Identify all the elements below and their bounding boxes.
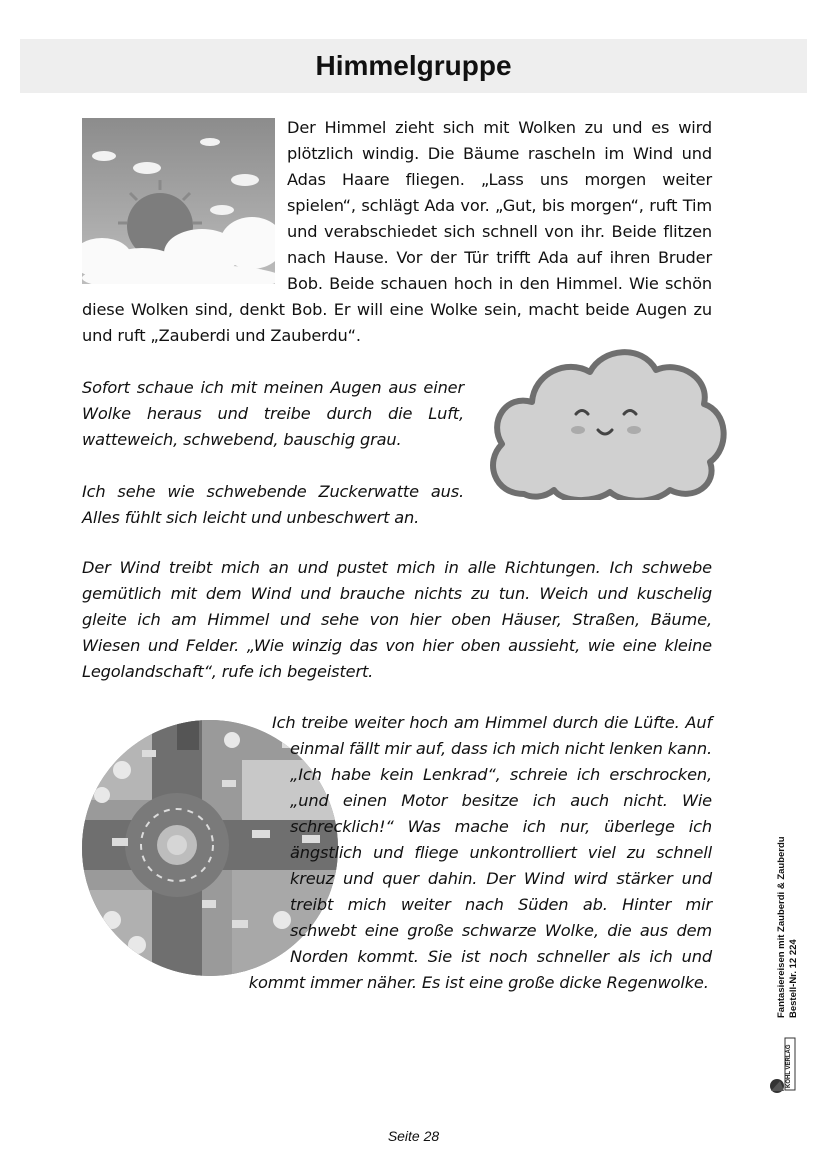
cloud-paragraph-1: Sofort schaue ich mit meinen Augen aus einer Wolke heraus und treibe durch die Luft, watteweich, schwebend, bauschig grau. bbox=[82, 378, 464, 449]
page-number: Seite 28 bbox=[387, 1128, 440, 1144]
publisher-sidebar bbox=[776, 828, 804, 1018]
title-bar bbox=[20, 39, 807, 93]
publisher-name: KOHL VERLAG bbox=[786, 1044, 792, 1088]
smiling-cloud-image bbox=[484, 344, 728, 500]
kohl-verlag-logo bbox=[768, 1036, 796, 1094]
cloud-paragraph-2: Ich sehe wie schwebende Zuckerwatte aus. Alles fühlt sich leicht und unbeschwert an. bbox=[82, 482, 464, 527]
page-title: Himmelgruppe bbox=[315, 50, 512, 81]
order-number-vertical: Bestell-Nr. 12 224 bbox=[788, 939, 799, 1018]
intro-paragraph: Der Himmel zieht sich mit Wolken zu und es wird plötzlich windig. Die Bäume rascheln im Wind und Adas Haare fliegen. „Lass uns morgen weiter spielen“, schlägt Ada vor. „Gut, bis morgen“, ruft Tim und verabschiedet sich schnell von ihr. Beide flitzen nach Hause. Vor der Tür trifft Ada auf ihren Bruder Bob. Beide schauen hoch in den Himmel. Wie schön diese Wolken sind, denkt Bob. Er will eine Wolke sein, macht beide Augen zu und ruft „Zauberdi und Zauberdu“. bbox=[82, 118, 712, 345]
book-title-vertical: Fantasiereisen mit Zauberdi & Zauberdu bbox=[776, 836, 787, 1018]
wind-paragraph: Der Wind treibt mich an und pustet mich in alle Richtungen. Ich schwebe gemütlich mit dem Wind und brauche nichts zu tun. Weich und kuschelig gleite ich am Himmel und sehe von hier oben Häuser, Straßen, Bäume, Wiesen und Felder. „Wie winzig das von hier oben aussieht, wie eine kleine Legolandschaft“, rufe ich begeistert. bbox=[82, 558, 712, 681]
steering-paragraph: Ich treibe weiter hoch am Himmel durch die Lüfte. Auf einmal fällt mir auf, dass ich mich nicht lenken kann. „Ich habe kein Lenkrad“, schreie ich erschrocken, „und einen Motor besitze ich auch nicht. Wie schrecklich!“ Was mache ich nur, überlege ich ängstlich und fliege unkontrolliert viel zu schnell kreuz und quer dahin. Der Wind wird stärker und treibt mich weiter nach Süden ab. Hinter mir schwebt eine große schwarze Wolke, die aus dem Norden kommt. Sie ist noch schneller als ich und kommt immer näher. Es ist eine große dicke Regenwolke. bbox=[248, 713, 712, 992]
